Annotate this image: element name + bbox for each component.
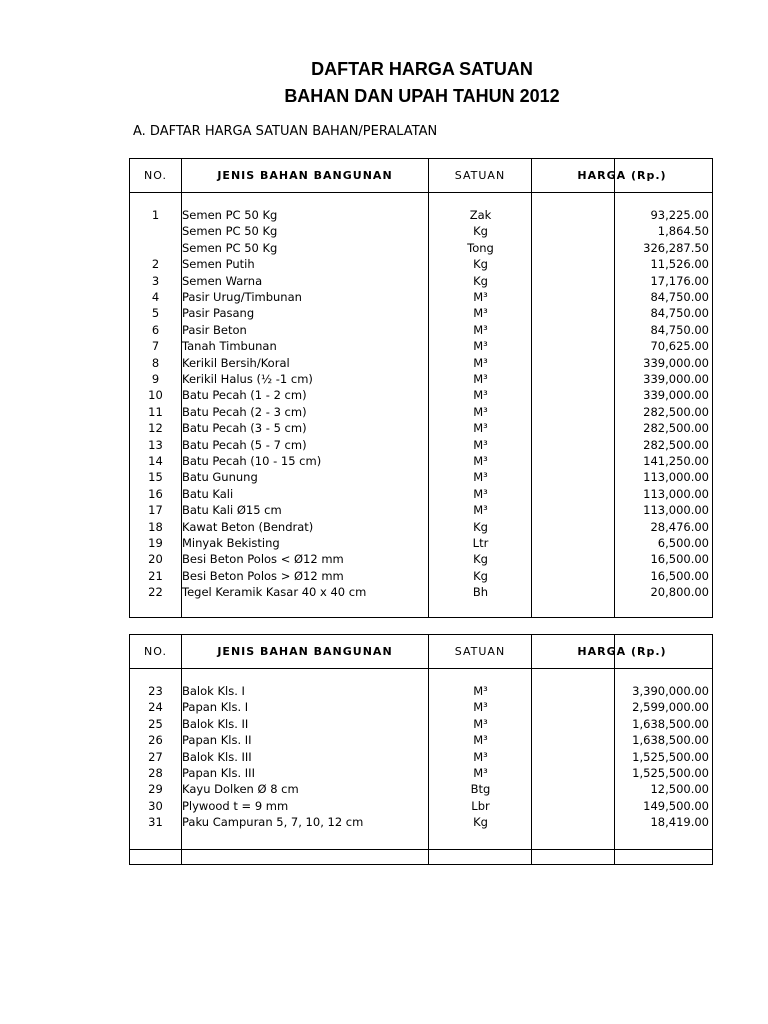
item-price: 20,800.00 xyxy=(650,585,709,600)
item-name: Paku Campuran 5, 7, 10, 12 cm xyxy=(182,815,364,830)
item-price: 17,176.00 xyxy=(650,273,709,288)
row-number: 29 xyxy=(148,782,163,797)
item-price: 93,225.00 xyxy=(650,208,709,222)
header-unit: SATUAN xyxy=(454,645,506,658)
item-name: Batu Kali xyxy=(182,486,234,501)
table-row xyxy=(130,699,712,715)
item-price: 1,864.50 xyxy=(657,224,709,239)
row-number: 15 xyxy=(148,470,163,485)
item-price: 113,000.00 xyxy=(643,470,709,485)
item-name: Besi Beton Polos > Ø12 mm xyxy=(182,568,344,583)
row-number: 11 xyxy=(148,404,163,419)
item-unit: M³ xyxy=(473,290,488,304)
table-row xyxy=(130,453,712,469)
table-row xyxy=(130,551,712,567)
row-number: 3 xyxy=(151,273,160,288)
row-number: 10 xyxy=(148,388,163,403)
row-number: 2 xyxy=(151,257,160,272)
table-row xyxy=(130,371,712,387)
row-number: 7 xyxy=(151,339,160,354)
item-name: Batu Pecah (10 - 15 cm) xyxy=(182,454,322,468)
item-name: Tegel Keramik Kasar 40 x 40 cm xyxy=(182,585,367,600)
item-price: 3,390,000.00 xyxy=(632,684,709,698)
item-name: Kerikil Bersih/Koral xyxy=(182,355,290,370)
item-unit: Ltr xyxy=(472,536,489,550)
item-name: Semen Warna xyxy=(182,273,263,288)
item-unit: M³ xyxy=(473,421,488,436)
item-unit: M³ xyxy=(473,322,488,337)
item-unit: M³ xyxy=(473,700,488,715)
item-price: 12,500.00 xyxy=(650,782,709,797)
item-unit: M³ xyxy=(473,766,488,780)
item-name: Batu Kali Ø15 cm xyxy=(182,503,282,518)
row-number: 6 xyxy=(151,322,160,337)
item-name: Kerikil Halus (½ -1 cm) xyxy=(182,372,313,386)
item-unit: Kg xyxy=(473,224,488,239)
table-row xyxy=(130,584,712,600)
table-row xyxy=(130,404,712,420)
row-number: 23 xyxy=(148,684,163,698)
row-number: 24 xyxy=(148,700,163,715)
item-name: Balok Kls. I xyxy=(182,684,245,698)
row-number: 5 xyxy=(151,306,160,321)
table-row xyxy=(130,781,712,797)
item-unit: Kg xyxy=(473,815,488,830)
item-price: 28,476.00 xyxy=(650,519,709,534)
item-unit: M³ xyxy=(473,749,488,764)
item-name: Papan Kls. III xyxy=(182,766,255,780)
row-number: 14 xyxy=(148,454,163,468)
item-name: Batu Pecah (5 - 7 cm) xyxy=(182,437,307,452)
item-price: 149,500.00 xyxy=(643,798,709,813)
item-price: 282,500.00 xyxy=(643,404,709,419)
item-name: Kayu Dolken Ø 8 cm xyxy=(182,782,299,797)
item-name: Balok Kls. III xyxy=(182,749,252,764)
item-price: 339,000.00 xyxy=(643,355,709,370)
item-name: Batu Pecah (3 - 5 cm) xyxy=(182,421,307,436)
item-name: Tanah Timbunan xyxy=(182,339,277,354)
header-price: HARGA (Rp.) xyxy=(577,645,667,658)
header-name: JENIS BAHAN BANGUNAN xyxy=(217,169,393,182)
item-price: 70,625.00 xyxy=(650,339,709,354)
header-name: JENIS BAHAN BANGUNAN xyxy=(217,645,393,658)
row-number: 18 xyxy=(148,519,163,534)
table-row xyxy=(130,387,712,403)
table-row xyxy=(130,322,712,338)
item-unit: M³ xyxy=(473,339,488,354)
item-price: 6,500.00 xyxy=(657,536,709,550)
row-number: 4 xyxy=(151,290,160,304)
item-price: 84,750.00 xyxy=(650,290,709,304)
table-row xyxy=(130,732,712,748)
item-price: 1,525,500.00 xyxy=(632,749,709,764)
item-name: Semen PC 50 Kg xyxy=(182,240,278,255)
table-row xyxy=(130,765,712,781)
item-price: 84,750.00 xyxy=(650,322,709,337)
row-number: 12 xyxy=(148,421,163,436)
item-price: 16,500.00 xyxy=(650,568,709,583)
item-price: 339,000.00 xyxy=(643,388,709,403)
section-heading: A. DAFTAR HARGA SATUAN BAHAN/PERALATAN xyxy=(133,124,438,139)
item-name: Batu Pecah (2 - 3 cm) xyxy=(182,404,307,419)
item-unit: M³ xyxy=(473,404,488,419)
item-unit: Kg xyxy=(473,552,488,567)
item-name: Balok Kls. II xyxy=(182,716,249,731)
row-number: 1 xyxy=(151,208,160,222)
item-unit: M³ xyxy=(473,733,488,748)
row-number: 19 xyxy=(148,536,163,550)
item-price: 339,000.00 xyxy=(643,372,709,386)
row-number: 16 xyxy=(148,486,163,501)
item-unit: Kg xyxy=(473,273,488,288)
item-unit: M³ xyxy=(473,470,488,485)
item-price: 1,638,500.00 xyxy=(632,716,709,731)
price-table-2 xyxy=(129,634,713,865)
item-unit: M³ xyxy=(473,684,488,698)
item-unit: M³ xyxy=(473,503,488,518)
table-row xyxy=(130,420,712,436)
item-name: Pasir Pasang xyxy=(182,306,255,321)
table-row xyxy=(130,486,712,502)
table-row xyxy=(130,798,712,814)
item-unit: Btg xyxy=(470,782,491,797)
row-number: 9 xyxy=(151,372,160,386)
item-price: 84,750.00 xyxy=(650,306,709,321)
table-row xyxy=(130,469,712,485)
row-number: 30 xyxy=(148,798,163,813)
item-price: 11,526.00 xyxy=(650,257,709,272)
table-row xyxy=(130,240,712,256)
item-price: 1,638,500.00 xyxy=(632,733,709,748)
item-unit: Tong xyxy=(467,240,494,255)
item-price: 141,250.00 xyxy=(643,454,709,468)
table-row xyxy=(130,338,712,354)
item-name: Pasir Urug/Timbunan xyxy=(182,290,302,304)
row-number: 21 xyxy=(148,568,163,583)
table-row xyxy=(130,519,712,535)
table-row xyxy=(130,273,712,289)
item-unit: Bh xyxy=(472,585,489,600)
item-unit: M³ xyxy=(473,454,488,468)
item-unit: M³ xyxy=(473,716,488,731)
document-title-line2: BAHAN DAN UPAH TAHUN 2012 xyxy=(284,86,560,106)
item-unit: Lbr xyxy=(471,798,490,813)
item-price: 2,599,000.00 xyxy=(632,700,709,715)
table-row xyxy=(130,716,712,732)
row-number: 28 xyxy=(148,766,163,780)
row-number: 22 xyxy=(148,585,163,600)
table-row xyxy=(130,568,712,584)
header-unit: SATUAN xyxy=(454,169,506,182)
header-no: NO. xyxy=(144,169,167,182)
item-unit: M³ xyxy=(473,486,488,501)
table-row xyxy=(130,207,712,223)
item-unit: M³ xyxy=(473,388,488,403)
document-title-line1: DAFTAR HARGA SATUAN xyxy=(311,59,533,79)
price-table-1 xyxy=(129,158,713,618)
item-name: Batu Gunung xyxy=(182,470,258,485)
table-row xyxy=(130,749,712,765)
row-number: 27 xyxy=(148,749,163,764)
table-row xyxy=(130,305,712,321)
item-unit: Kg xyxy=(473,519,488,534)
item-price: 326,287.50 xyxy=(643,240,709,255)
item-price: 16,500.00 xyxy=(650,552,709,567)
item-unit: M³ xyxy=(473,306,488,321)
item-name: Minyak Bekisting xyxy=(182,536,280,550)
item-name: Semen PC 50 Kg xyxy=(182,208,278,222)
row-number: 20 xyxy=(148,552,163,567)
item-name: Semen Putih xyxy=(182,257,255,272)
item-unit: M³ xyxy=(473,372,488,386)
item-name: Kawat Beton (Bendrat) xyxy=(182,519,314,534)
table-row xyxy=(130,814,712,830)
table-row xyxy=(130,223,712,239)
row-number: 17 xyxy=(148,503,163,518)
table-row xyxy=(130,535,712,551)
item-unit: Zak xyxy=(469,208,492,222)
item-price: 1,525,500.00 xyxy=(632,766,709,780)
item-name: Batu Pecah (1 - 2 cm) xyxy=(182,388,307,403)
row-number: 25 xyxy=(148,716,163,731)
item-name: Semen PC 50 Kg xyxy=(182,224,278,239)
item-name: Besi Beton Polos < Ø12 mm xyxy=(182,552,344,567)
table-row xyxy=(130,502,712,518)
header-price: HARGA (Rp.) xyxy=(577,169,667,182)
item-price: 282,500.00 xyxy=(643,437,709,452)
item-unit: M³ xyxy=(473,355,488,370)
item-name: Papan Kls. II xyxy=(182,733,252,748)
table-row xyxy=(130,355,712,371)
row-number: 8 xyxy=(151,355,160,370)
item-price: 282,500.00 xyxy=(643,421,709,436)
item-price: 18,419.00 xyxy=(650,815,709,830)
table-row xyxy=(130,289,712,305)
item-price: 113,000.00 xyxy=(643,503,709,518)
table-row xyxy=(130,437,712,453)
item-name: Pasir Beton xyxy=(182,322,247,337)
table-row xyxy=(130,683,712,699)
item-unit: Kg xyxy=(473,568,488,583)
header-no: NO. xyxy=(144,645,167,658)
item-name: Plywood t = 9 mm xyxy=(182,798,289,813)
item-name: Papan Kls. I xyxy=(182,700,249,715)
item-price: 113,000.00 xyxy=(643,486,709,501)
item-unit: M³ xyxy=(473,437,488,452)
table-row xyxy=(130,256,712,272)
row-number: 31 xyxy=(148,815,163,830)
row-number: 13 xyxy=(148,437,163,452)
item-unit: Kg xyxy=(473,257,488,272)
row-number: 26 xyxy=(148,733,163,748)
